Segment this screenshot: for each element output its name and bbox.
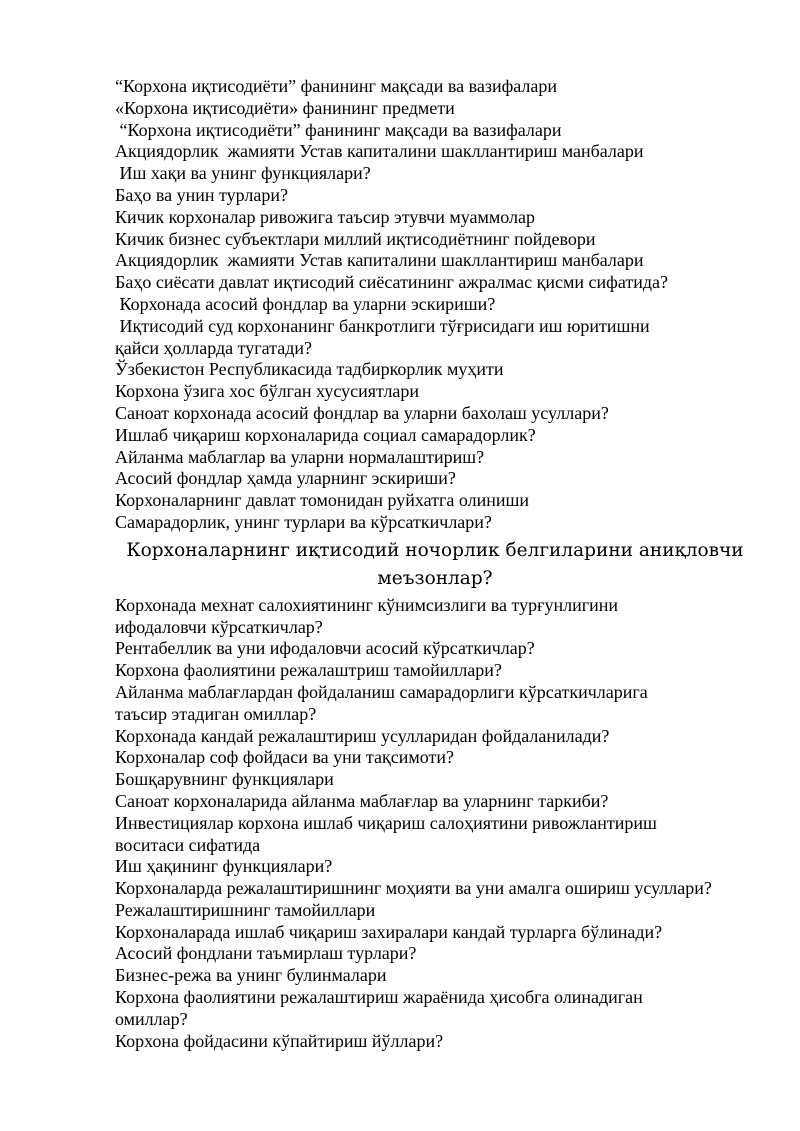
question-line: Самарадорлик, унинг турлари ва кўрсаткичлари? bbox=[115, 511, 492, 532]
question-line: Айланма маблағлардан фойдаланиш самарадорлиги кўрсаткичларига bbox=[115, 681, 648, 702]
question-line: Акциядорлик жамияти Устав капиталини шакллантириш манбалари bbox=[115, 141, 644, 162]
question-line: Кичик бизнес субъектлари миллий иқтисодиётнинг пойдевори bbox=[115, 228, 596, 249]
question-line: Ишлаб чиқариш корхоналарида социал самарадорлик? bbox=[115, 424, 536, 445]
question-line: “Корхона иқтисодиёти” фанининг мақсади ва вазифалари bbox=[115, 76, 558, 96]
question-line: Корхонада мехнат салохиятининг кўнимсизлиги ва турғунлигини bbox=[115, 594, 618, 615]
question-line: Бизнес-режа ва унинг булинмалари bbox=[115, 965, 387, 986]
question-list-bottom bbox=[115, 595, 755, 1053]
question-line: Корхона ўзига хос бўлган хусусиятлари bbox=[115, 381, 420, 402]
question-line: таъсир этадиган омиллар? bbox=[115, 703, 317, 724]
question-line: Саноат корхоналарида айланма маблағлар ва уларнинг таркиби? bbox=[115, 790, 609, 811]
question-line: Корхоналарада ишлаб чиқариш захиралари кандай турларга бўлинади? bbox=[115, 921, 663, 942]
question-line: Иш ҳақининг функциялари? bbox=[115, 856, 333, 877]
question-line: Корхонада асосий фондлар ва уларни эскириши? bbox=[115, 293, 496, 314]
question-line: Асосий фондлар ҳамда уларнинг эскириши? bbox=[115, 468, 456, 489]
question-line: Акциядорлик жамияти Устав капиталини шакллантириш манбалари bbox=[115, 250, 644, 271]
question-line: Корхоналарда режалаштиришнинг моҳияти ва уни амалга ошириш усуллари? bbox=[115, 878, 712, 899]
question-line: Рентабеллик ва уни ифодаловчи асосий кўрсаткичлар? bbox=[115, 638, 535, 659]
section-heading bbox=[115, 535, 755, 593]
question-line: Корхоналарнинг давлат томонидан руйхатга олиниши bbox=[115, 490, 530, 511]
question-line: Корхона фойдасини кўпайтириш йўллари? bbox=[115, 1030, 444, 1051]
question-line: Корхона фаолиятини режалаштириш жараёнида ҳисобга олинадиган bbox=[115, 987, 643, 1008]
question-line: омиллар? bbox=[115, 1008, 188, 1029]
question-line: воситаси сифатида bbox=[115, 834, 261, 855]
question-line: Асосий фондлани таъмирлаш турлари? bbox=[115, 943, 417, 964]
question-line: Кичик корхоналар ривожига таъсир этувчи муаммолар bbox=[115, 206, 535, 227]
question-list-top bbox=[115, 76, 755, 534]
question-line: Корхона фаолиятини режалаштриш тамойиллари? bbox=[115, 660, 502, 681]
question-line: Бошқарувнинг функциялари bbox=[115, 769, 334, 790]
question-line: Ўзбекистон Республикасида тадбиркорлик муҳити bbox=[115, 359, 504, 380]
heading-line: меъзонлар? bbox=[377, 567, 493, 589]
heading-line: Корхоналарнинг иқтисодий ночорлик белгиларини аниқловчи bbox=[126, 539, 744, 561]
question-line: Баҳо сиёсати давлат иқтисодий сиёсатининг ажралмас қисми сифатида? bbox=[115, 272, 668, 293]
question-line: Корхоналар соф фойдаси ва уни тақсимоти? bbox=[115, 747, 454, 768]
question-line: Иш хақи ва унинг функциялари? bbox=[115, 163, 371, 184]
question-line: Режалаштиришнинг тамойиллари bbox=[115, 899, 376, 920]
question-line: «Корхона иқтисодиёти» фанининг предмети bbox=[115, 97, 455, 118]
question-line: ифодаловчи кўрсаткичлар? bbox=[115, 616, 323, 637]
question-line: Айланма маблаглар ва уларни нормалаштириш? bbox=[115, 446, 485, 467]
question-line: Корхонада кандай режалаштириш усулларидан фойдаланилади? bbox=[115, 725, 610, 746]
question-line: Иқтисодий суд корхонанинг банкротлиги тўғрисидаги иш юритишни bbox=[115, 315, 650, 336]
document-body bbox=[115, 76, 755, 1052]
question-line: “Корхона иқтисодиёти” фанининг мақсади ва вазифалари bbox=[115, 119, 562, 140]
question-line: Инвестициялар корхона ишлаб чиқариш салоҳиятини ривожлантириш bbox=[115, 812, 657, 833]
question-line: Баҳо ва унин турлари? bbox=[115, 184, 288, 205]
question-line: Саноат корхонада асосий фондлар ва уларни бахолаш усуллари? bbox=[115, 402, 609, 423]
question-line: қайси ҳолларда тугатади? bbox=[115, 337, 313, 358]
